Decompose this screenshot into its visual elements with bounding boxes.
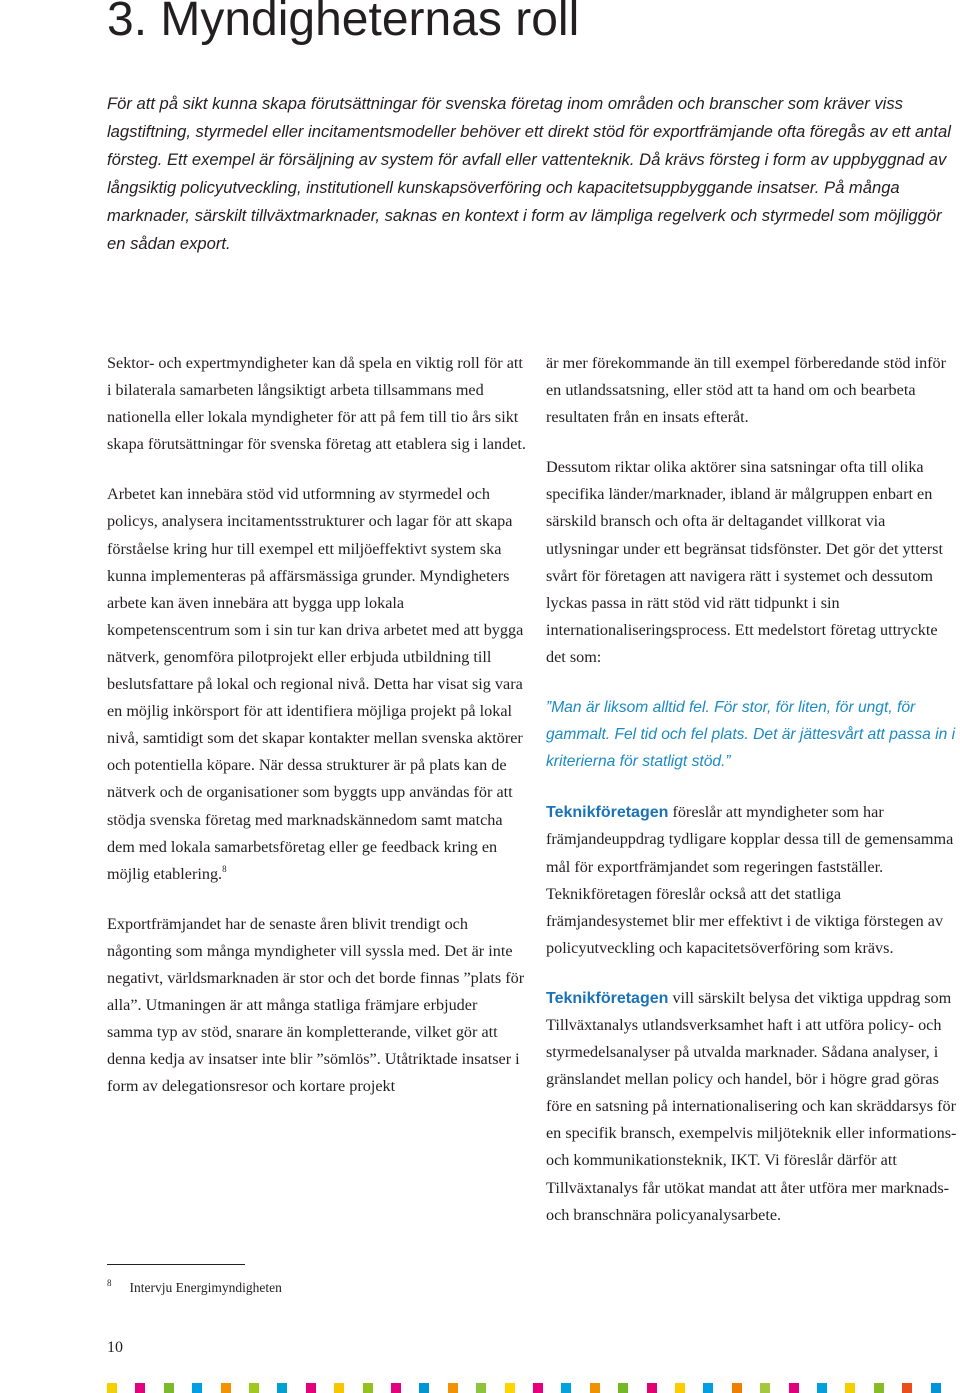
color-square xyxy=(760,1383,770,1393)
color-square xyxy=(505,1383,515,1393)
color-square xyxy=(561,1383,571,1393)
footnote-divider xyxy=(107,1264,245,1265)
body-paragraph: Exportfrämjandet har de senaste åren blivit trendigt och någonting som många myndigheter vill syssla med. Det är inte negativt, världsmarknaden är stor och det borde finnas ”plats för alla”. Utmaningen är att många statliga främjare erbjuder samma typ av stöd, snarare än kompletterande, vilket gör att denna kedja av insatser inte blir ”sömlös”. Utåtriktade insatser i form av delegationsresor och kortare projekt xyxy=(107,914,525,1096)
body-paragraph: är mer förekommande än till exempel förberedande stöd inför en utlandssatsning, eller stöd att ta hand om och bearbeta resultaten från en insats efteråt. xyxy=(546,354,947,427)
body-text: Arbetet kan innebära stöd vid utformning av styrmedel och policys, analysera incitamentsstrukturer och lagar för att skapa förståelse kring hur till exempel ett miljöeffektivt system ska kunna implementeras på affärsmässiga grunder. Myndigheters arbete kan även innebära att bygga upp lokala kompetenscentrum som i sin tur kan driva arbetet med att bygga nätverk, genomföra pilotprojekt eller erbjuda utbildning till beslutsfattare på lokal och regional nivå. Detta har visat sig vara en möjlig inkörsport för att identifiera möjliga projekt på lokal nivå, samtidigt som det skapar kontakter mellan svenska aktörer och potentiella köpare. När dessa strukturer är på plats kan de nätverk och de organisationer som byggts upp användas för att stödja svenska företag med marknadskännedom samt matcha dem med lokala samarbetsföretag eller ge feedback kring en möjlig etablering. xyxy=(107,485,524,883)
color-square xyxy=(164,1383,174,1393)
color-square xyxy=(363,1383,373,1393)
color-square xyxy=(277,1383,287,1393)
color-square xyxy=(732,1383,742,1393)
color-square xyxy=(618,1383,628,1393)
color-square xyxy=(391,1383,401,1393)
color-square xyxy=(590,1383,600,1393)
body-paragraph xyxy=(107,481,527,887)
color-square xyxy=(902,1383,912,1393)
color-square xyxy=(135,1383,145,1393)
body-paragraph xyxy=(546,799,960,962)
body-text: föreslår att myndigheter som har främjandeuppdrag tydligare kopplar dessa till de gemensamma mål för exportfrämjandet som regeringen fastställer. Teknikföretagen föreslår också att det statliga främjandesystemet blir mer effektivt i de viktiga förstegen av policyutveckling och kapacitetsöverföring som krävs. xyxy=(546,803,954,957)
right-column xyxy=(546,350,960,1252)
body-text: vill särskilt belysa det viktiga uppdrag som Tillväxtanalys utlandsverksamhet haft i att utföra policy- och styrmedelsanalyser på utvalda marknader. Sådana analyser, i gränslandet mellan policy och handel, bör i högre grad göras före en satsning på internationalisering och kan skräddarsys för en specifik bransch, exempelvis miljöteknik eller informations- och kommunikationsteknik, IKT. Vi föreslår därför att Tillväxtanalys får utökat mandat att åter utföra mer marknads- och branschnära policyanalysarbete. xyxy=(546,988,957,1224)
color-square xyxy=(874,1383,884,1393)
intro-paragraph: För att på sikt kunna skapa förutsättningar för svenska företag inom områden och branscher som kräver viss lagstiftning, styrmedel eller incitamentsmodeller behöver ett direkt stöd för exportfrämjande ofta föregås av ett antal försteg. Ett exempel är försäljning av system för avfall eller vattenteknik. Då krävs försteg i form av uppbyggnad av långsiktig policyutveckling, institutionell kunskapsöverföring och kapacitetsuppbyggande insatser. På många marknader, särskilt tillväxtmarknader, saknas en kontext i form av lämpliga regelverk och styrmedel som möjliggör en sådan export. xyxy=(107,94,951,253)
color-square xyxy=(675,1383,685,1393)
left-column xyxy=(107,350,527,1123)
color-square xyxy=(306,1383,316,1393)
page-number: 10 xyxy=(107,1339,123,1356)
footnote-number: 8 xyxy=(107,1278,112,1288)
footnote xyxy=(107,1273,527,1298)
brand-name: Teknikföretagen xyxy=(546,804,669,822)
decorative-color-squares xyxy=(107,1383,960,1393)
body-paragraph xyxy=(546,985,960,1229)
color-square xyxy=(845,1383,855,1393)
color-square xyxy=(334,1383,344,1393)
color-square xyxy=(448,1383,458,1393)
color-square xyxy=(817,1383,827,1393)
color-square xyxy=(419,1383,429,1393)
page-title: 3. Myndigheternas roll xyxy=(107,0,580,46)
body-paragraph: Dessutom riktar olika aktörer sina satsningar ofta till olika specifika länder/marknader, ibland är målgruppen enbart en särskild bransch och ofta är deltagandet villkorat via utlysningar under ett begränsat tidsfönster. Det gör det ytterst svårt för företagen att navigera rätt i systemet och dessutom lyckas passa in rätt stöd vid rätt tidpunkt i sin internationaliseringsprocess. Ett medelstort företag uttryckte det som: xyxy=(546,458,943,666)
color-square xyxy=(647,1383,657,1393)
footnote-text: Intervju Energimyndigheten xyxy=(129,1280,282,1295)
color-square xyxy=(931,1383,941,1393)
body-paragraph: Sektor- och expertmyndigheter kan då spela en viktig roll för att i bilaterala samarbeten långsiktigt arbeta tillsammans med nationella eller lokala myndigheter för att på fem till tio års sikt skapa förutsättningar för svenska företag att etablera sig i landet. xyxy=(107,354,526,454)
color-square xyxy=(789,1383,799,1393)
color-square xyxy=(703,1383,713,1393)
color-square xyxy=(107,1383,117,1393)
color-square xyxy=(192,1383,202,1393)
color-square xyxy=(221,1383,231,1393)
footnote-reference[interactable]: 8 xyxy=(222,863,227,874)
color-square xyxy=(476,1383,486,1393)
pull-quote: ”Man är liksom alltid fel. För stor, för liten, för ungt, för gammalt. Fel tid och fel plats. Det är jättesvårt att passa in i kriterierna för statligt stöd.” xyxy=(546,699,956,771)
color-square xyxy=(533,1383,543,1393)
color-square xyxy=(249,1383,259,1393)
brand-name: Teknikföretagen xyxy=(546,989,669,1007)
